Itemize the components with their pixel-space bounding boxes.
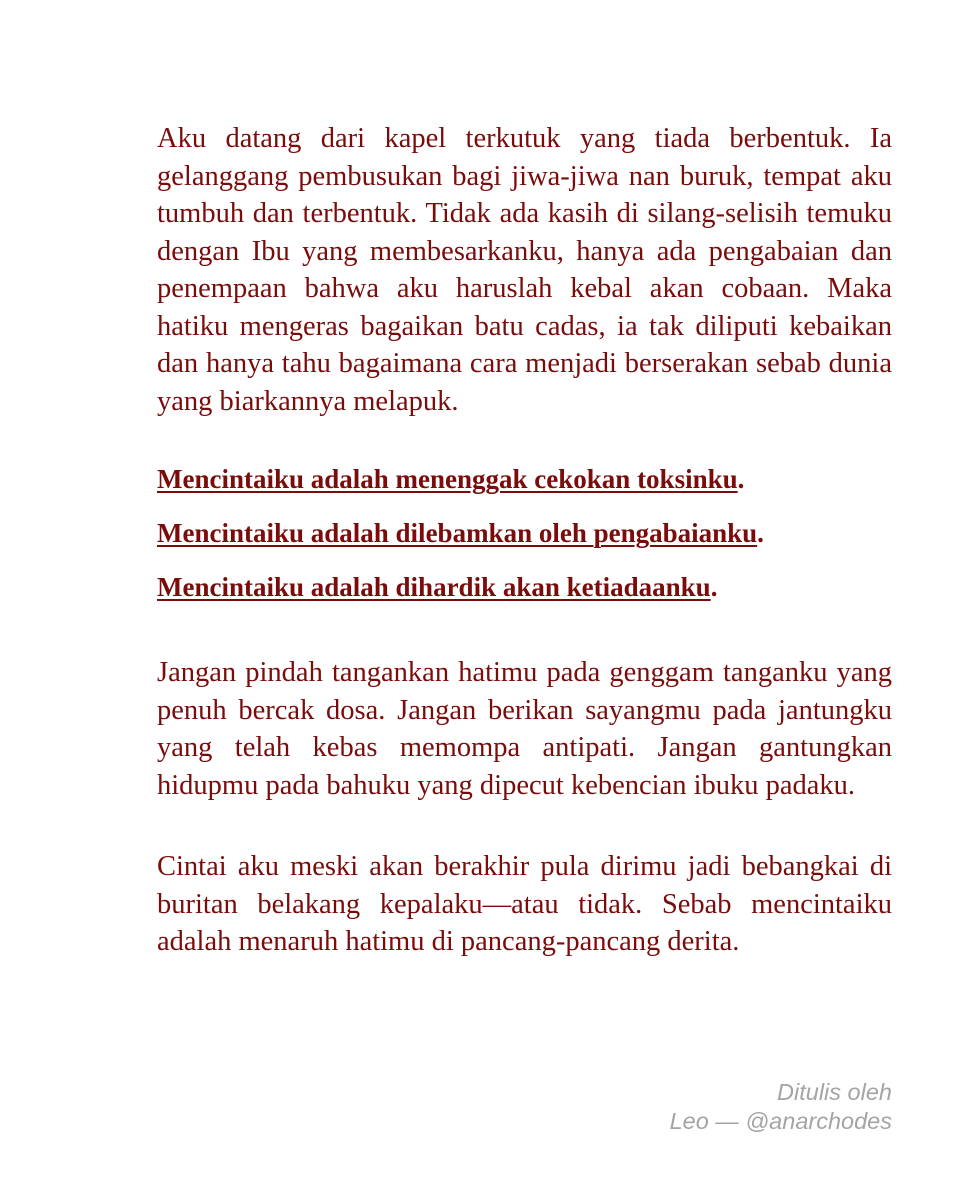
poem-body: [157, 120, 892, 961]
declaration-text-2: Mencintaiku adalah dilebamkan oleh pengabaianku: [157, 518, 758, 548]
declaration-text-1: Mencintaiku adalah menenggak cekokan toksinku: [157, 464, 738, 494]
paragraph-2: Jangan pindah tangankan hatimu pada genggam tanganku yang penuh bercak dosa. Jangan berikan sayangmu pada jantungku yang telah kebas memompa antipati. Jangan gantungkan hidupmu pada bahuku yang dipecut kebencian ibuku padaku.: [157, 657, 892, 801]
paragraph-1: Aku datang dari kapel terkutuk yang tiada berbentuk. Ia gelanggang pembusukan bagi jiwa-jiwa nan buruk, tempat aku tumbuh dan terbentuk. Tidak ada kasih di silang-selisih temuku dengan Ibu yang membesarkanku, hanya ada pengabaian dan penempaan bahwa aku haruslah kebal akan cobaan. Maka hatiku mengeras bagaikan batu cadas, ia tak diliputi kebaikan dan hanya tahu bagaimana cara menjadi berserakan sebab dunia yang biarkannya melapuk.: [157, 123, 892, 417]
declarations-block: [157, 463, 892, 604]
declaration-line-2: [157, 517, 892, 550]
declaration-line-3: [157, 571, 892, 604]
declaration-punct-2: .: [757, 518, 764, 548]
paragraph-3: Cintai aku meski akan berakhir pula dirimu jadi bebangkai di buritan belakang kepalaku—atau tidak. Sebab mencintaiku adalah menaruh hatimu di pancang-pancang derita.: [157, 851, 892, 957]
declaration-text-3: Mencintaiku adalah dihardik akan ketiadaanku: [157, 572, 711, 602]
signature-line-1: Ditulis oleh: [777, 1079, 892, 1105]
declaration-punct-3: .: [710, 572, 718, 602]
declaration-punct-1: .: [737, 464, 745, 494]
author-signature: [670, 1078, 892, 1136]
declaration-line-1: [157, 463, 892, 496]
signature-line-2: Leo — @anarchodes: [669, 1108, 892, 1134]
